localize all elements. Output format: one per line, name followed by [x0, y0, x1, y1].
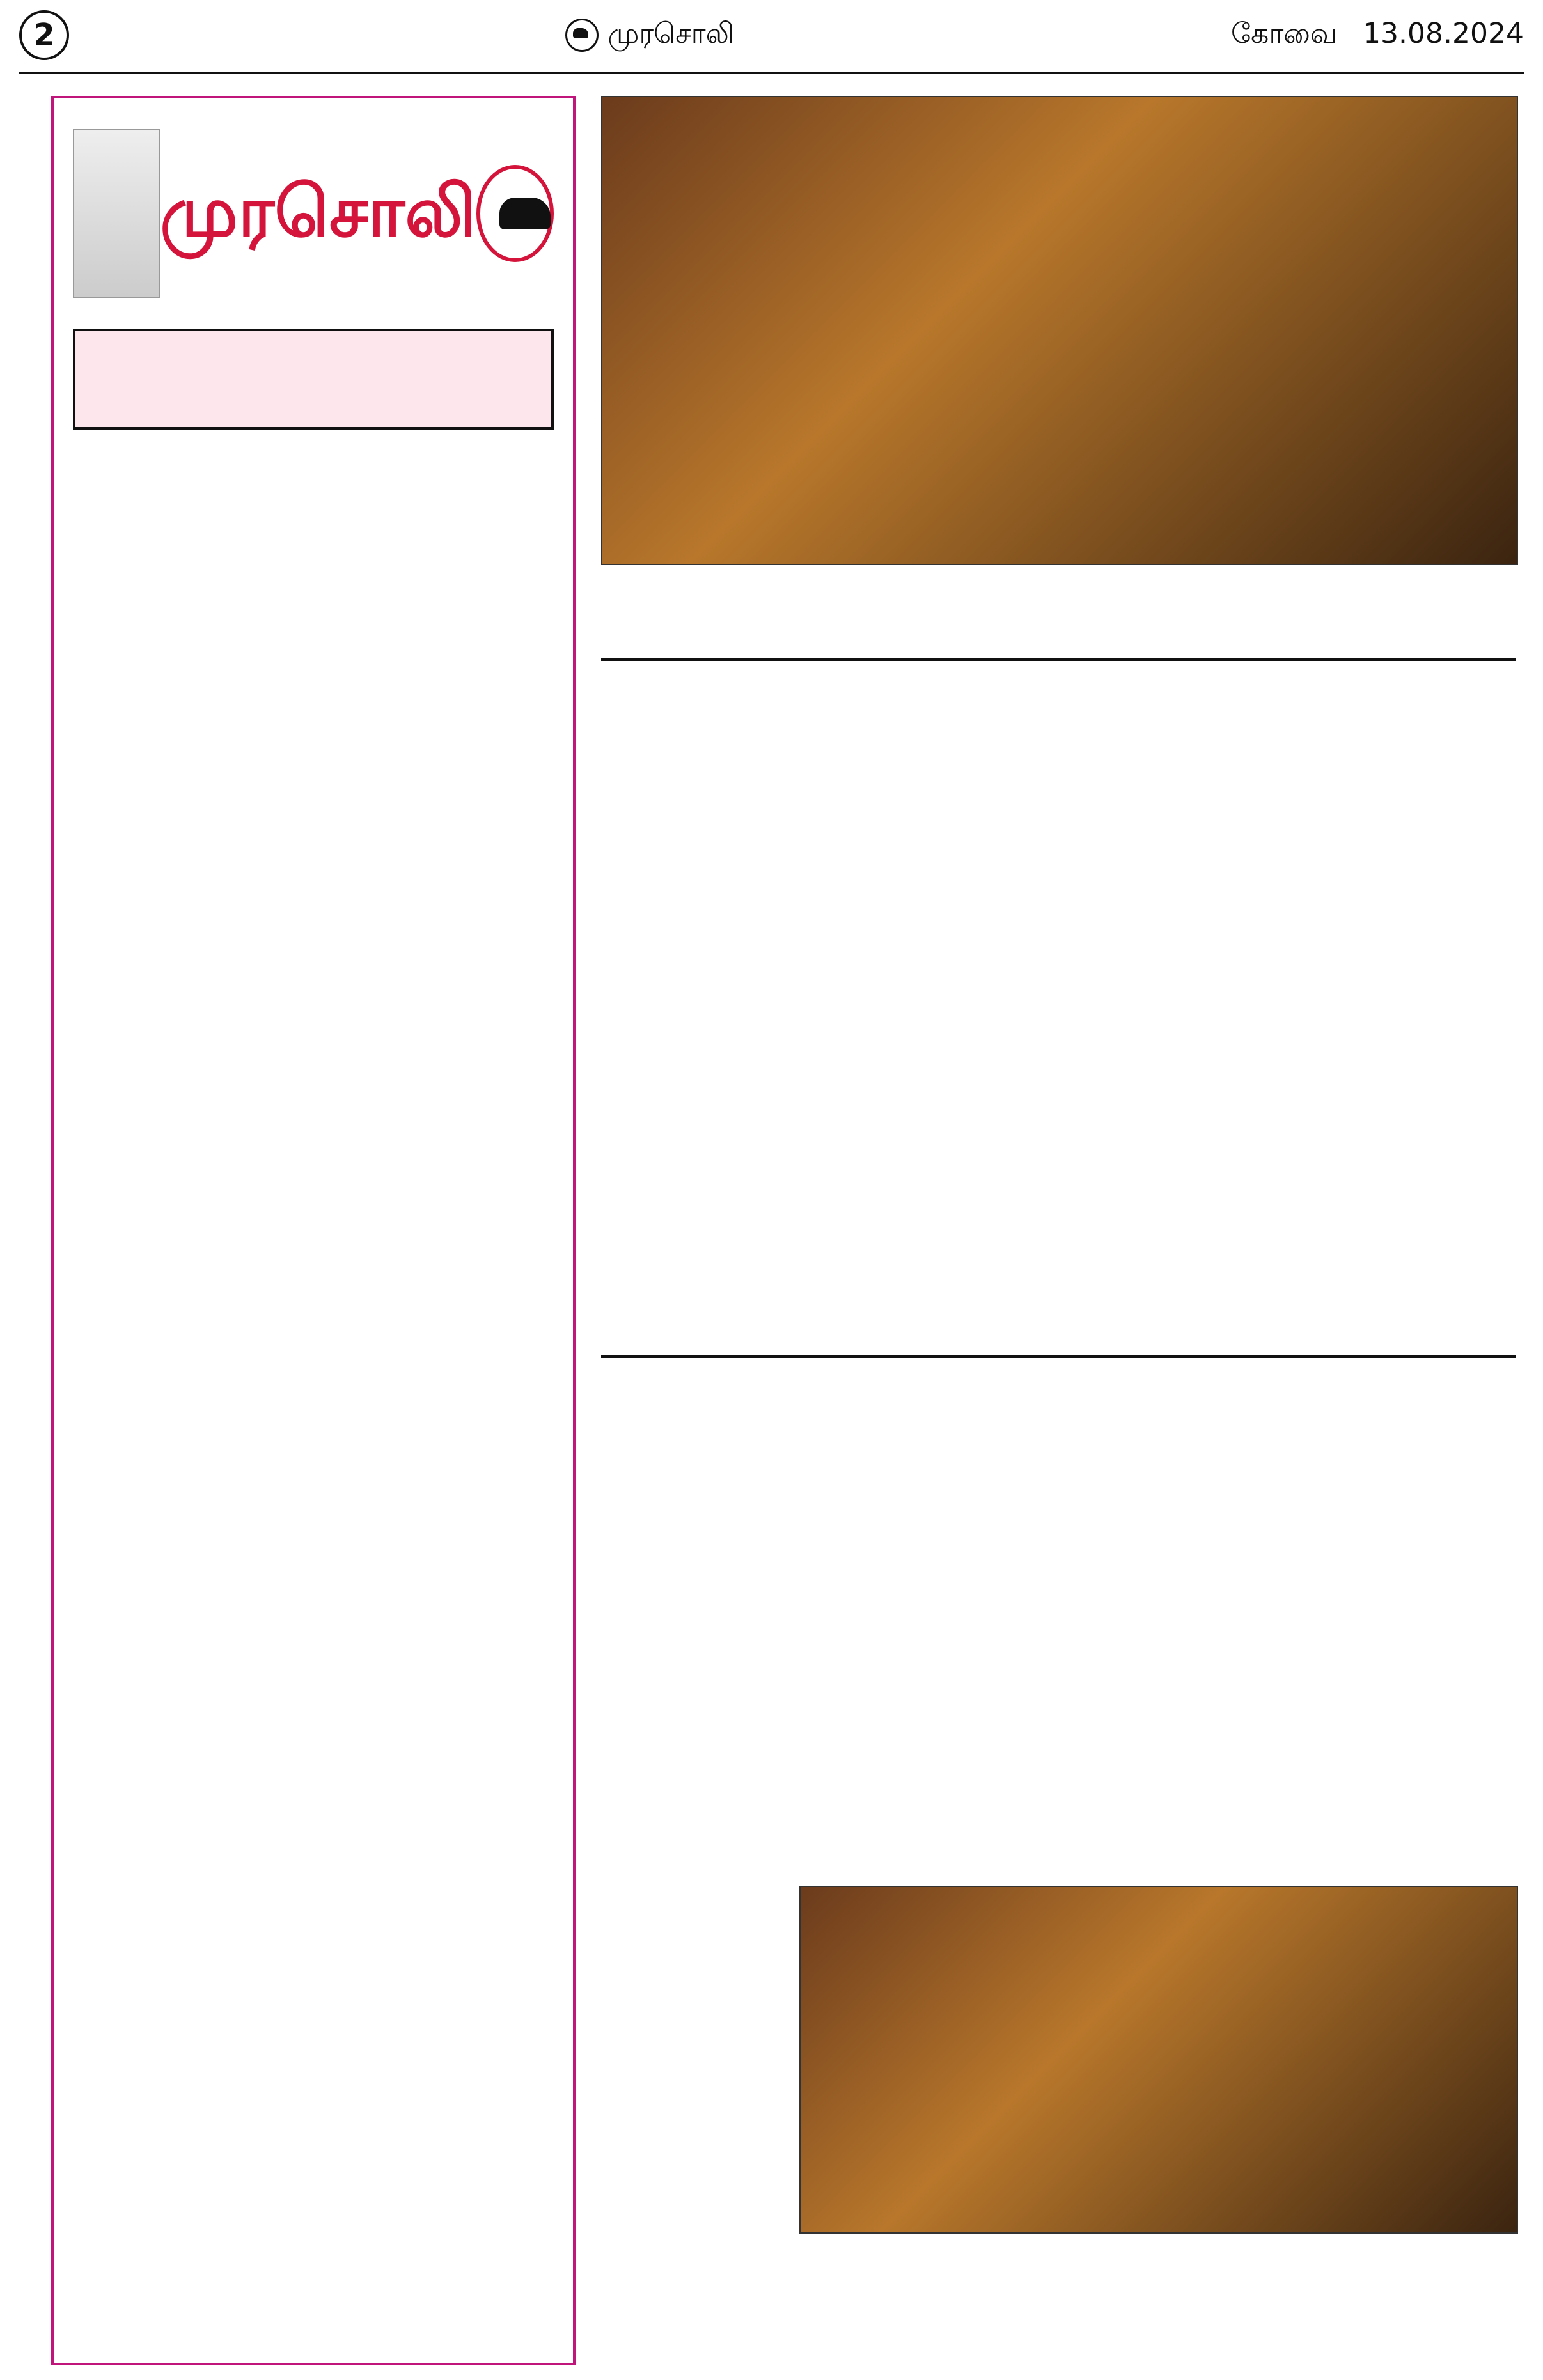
editorial-body [54, 442, 573, 2258]
header-city: கோவை [1230, 17, 1338, 50]
header-date: 13.08.2024 [1363, 17, 1524, 50]
masthead-center [160, 170, 476, 257]
story1-columns [601, 869, 1516, 1342]
story2-columns [601, 1541, 1304, 1886]
event-photo-stage [601, 96, 1518, 565]
editorial-title [73, 329, 554, 430]
header-publication: முரசொலி [607, 17, 735, 50]
page-header [0, 0, 1543, 70]
meeting-photo-caption [799, 2237, 1516, 2353]
page-number: 2 [19, 10, 69, 60]
story1-column-3 [910, 869, 1053, 1342]
header-brand [565, 17, 734, 54]
meeting-photo [799, 1886, 1518, 2234]
header-dateline [1231, 17, 1524, 54]
elephant-logo-icon [565, 19, 599, 52]
story1-column-1 [601, 869, 744, 1342]
founder-portrait [73, 129, 160, 298]
story2-rule [601, 1355, 1516, 1358]
header-rule [19, 72, 1524, 74]
masthead-title: முரசொலி [160, 171, 477, 253]
story1-column-2 [755, 869, 898, 1342]
masthead [54, 98, 573, 329]
story2-column-4 [1138, 1541, 1305, 1886]
editorial-column [51, 96, 576, 2365]
event-photo-caption [601, 569, 1516, 652]
story2-column-2 [780, 1541, 948, 1886]
story1-column-4 [1064, 869, 1207, 1342]
story1-column-6 [1373, 869, 1516, 1342]
story2-column-1 [601, 1541, 769, 1886]
elephant-seal-icon [476, 165, 554, 262]
story1-column-5 [1218, 869, 1361, 1342]
story1-rule [601, 658, 1516, 661]
story2-column-3 [959, 1541, 1126, 1886]
